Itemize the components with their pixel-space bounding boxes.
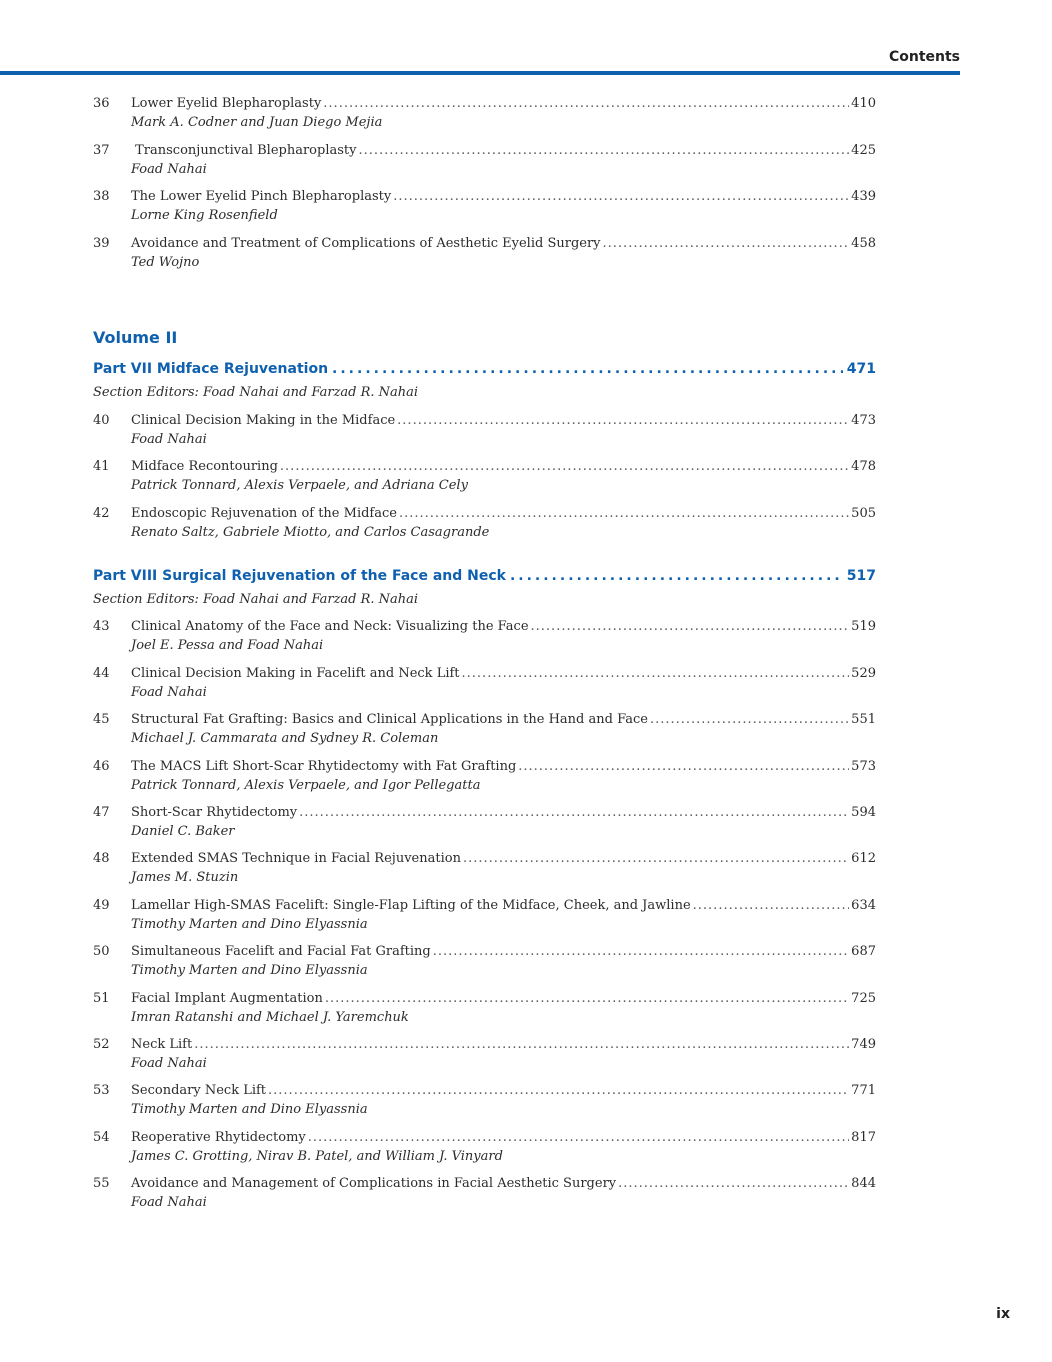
chapter-title: Transconjunctival Blepharoplasty [131, 143, 357, 158]
dot-leader [393, 188, 849, 206]
chapter-title: Lamellar High-SMAS Facelift: Single-Flap Lifting of the Midface, Cheek, and Jawline [131, 898, 691, 913]
chapter-page: 505 [851, 506, 876, 521]
chapter-title: Extended SMAS Technique in Facial Rejuvenation [131, 851, 461, 866]
part-title: Part VIII Surgical Rejuvenation of the Face and Neck [93, 568, 506, 584]
toc-entry[interactable] [0, 804, 1052, 844]
toc-entry[interactable] [0, 665, 1052, 705]
toc-entry[interactable] [0, 458, 1052, 498]
chapter-number: 45 [93, 712, 110, 727]
toc-entry[interactable] [0, 990, 1052, 1030]
chapter-title: Structural Fat Grafting: Basics and Clinical Applications in the Hand and Face [131, 712, 648, 727]
dot-leader [308, 1129, 849, 1147]
toc-entry[interactable] [0, 188, 1052, 228]
chapter-number: 48 [93, 851, 110, 866]
toc-entry[interactable] [0, 235, 1052, 275]
toc-entry[interactable] [0, 897, 1052, 937]
toc-entry[interactable] [0, 1082, 1052, 1122]
chapter-authors: Foad Nahai [131, 685, 207, 700]
toc-entry[interactable] [0, 142, 1052, 182]
section-editors: Section Editors: Foad Nahai and Farzad R. Nahai [93, 592, 419, 607]
toc-entry[interactable] [0, 1129, 1052, 1169]
chapter-page: 458 [851, 236, 876, 251]
chapter-authors: Foad Nahai [131, 162, 207, 177]
chapter-title: Simultaneous Facelift and Facial Fat Grafting [131, 944, 431, 959]
chapter-number: 49 [93, 898, 110, 913]
chapter-page: 749 [851, 1037, 876, 1052]
chapter-authors: Mark A. Codner and Juan Diego Mejia [131, 115, 383, 130]
chapter-authors: Imran Ratanshi and Michael J. Yaremchuk [131, 1010, 409, 1025]
chapter-number: 36 [93, 96, 110, 111]
chapter-number: 50 [93, 944, 110, 959]
part-page: 517 [846, 568, 876, 584]
dot-leader [323, 95, 849, 113]
dot-leader [194, 1036, 849, 1054]
chapter-title: Neck Lift [131, 1037, 193, 1052]
chapter-number: 39 [93, 236, 110, 251]
chapter-authors: Ted Wojno [131, 255, 200, 270]
chapter-number: 54 [93, 1130, 110, 1145]
chapter-page: 771 [851, 1083, 876, 1098]
chapter-page: 519 [851, 619, 876, 634]
dot-leader [693, 897, 850, 915]
chapter-authors: Foad Nahai [131, 1195, 207, 1210]
dot-leader [518, 758, 849, 776]
chapter-title: The Lower Eyelid Pinch Blepharoplasty [131, 189, 392, 204]
dot-leader [433, 943, 849, 961]
chapter-page: 439 [851, 189, 876, 204]
chapter-title: Endoscopic Rejuvenation of the Midface [131, 506, 397, 521]
part-page: 471 [846, 361, 876, 377]
chapter-number: 53 [93, 1083, 110, 1098]
chapter-authors: Daniel C. Baker [131, 824, 235, 839]
chapter-authors: Foad Nahai [131, 1056, 207, 1071]
volume-heading: Volume II [93, 328, 178, 347]
chapter-number: 52 [93, 1037, 110, 1052]
chapter-number: 55 [93, 1176, 110, 1191]
chapter-page: 817 [851, 1130, 876, 1145]
toc-entry[interactable] [0, 505, 1052, 545]
dot-leader [397, 412, 849, 430]
chapter-title: Clinical Anatomy of the Face and Neck: Visualizing the Face [131, 619, 529, 634]
chapter-page: 551 [851, 712, 876, 727]
dot-leader [358, 142, 849, 160]
chapter-authors: Michael J. Cammarata and Sydney R. Coleman [131, 731, 439, 746]
chapter-number: 51 [93, 991, 110, 1006]
chapter-number: 43 [93, 619, 110, 634]
toc-entry[interactable] [0, 412, 1052, 452]
chapter-number: 46 [93, 759, 110, 774]
chapter-number: 37 [93, 143, 110, 158]
toc-entry[interactable] [0, 850, 1052, 890]
chapter-page: 844 [851, 1176, 876, 1191]
dot-leader [399, 505, 849, 523]
dot-leader [531, 618, 850, 636]
chapter-title: Secondary Neck Lift [131, 1083, 267, 1098]
chapter-page: 529 [851, 666, 876, 681]
chapter-authors: Patrick Tonnard, Alexis Verpaele, and Adriana Cely [131, 478, 468, 493]
chapter-title: Facial Implant Augmentation [131, 991, 323, 1006]
toc-entry[interactable] [0, 1036, 1052, 1076]
chapter-page: 573 [851, 759, 876, 774]
chapter-authors: Timothy Marten and Dino Elyassnia [131, 917, 368, 932]
toc-entry[interactable] [0, 95, 1052, 135]
chapter-page: 473 [851, 413, 876, 428]
dot-leader [618, 1175, 849, 1193]
chapter-title: Clinical Decision Making in Facelift and Neck Lift [131, 666, 460, 681]
dot-leader [462, 665, 850, 683]
chapter-page: 612 [851, 851, 876, 866]
toc-entry[interactable] [0, 1175, 1052, 1215]
chapter-page: 478 [851, 459, 876, 474]
chapter-number: 44 [93, 666, 110, 681]
header-rule [0, 71, 960, 75]
toc-entry[interactable] [0, 758, 1052, 798]
dot-leader [299, 804, 849, 822]
chapter-authors: James M. Stuzin [131, 870, 239, 885]
chapter-authors: Timothy Marten and Dino Elyassnia [131, 963, 368, 978]
chapter-title: Lower Eyelid Blepharoplasty [131, 96, 322, 111]
chapter-authors: Joel E. Pessa and Foad Nahai [131, 638, 324, 653]
chapter-page: 687 [851, 944, 876, 959]
chapter-title: Reoperative Rhytidectomy [131, 1130, 306, 1145]
part-heading[interactable] [93, 361, 876, 377]
chapter-authors: Foad Nahai [131, 432, 207, 447]
toc-entry[interactable] [0, 943, 1052, 983]
dot-leader [280, 458, 849, 476]
chapter-title: Avoidance and Management of Complications in Facial Aesthetic Surgery [131, 1176, 617, 1191]
chapter-authors: James C. Grotting, Nirav B. Patel, and William J. Vinyard [131, 1149, 503, 1164]
chapter-page: 425 [851, 143, 876, 158]
chapter-number: 42 [93, 506, 110, 521]
part-heading[interactable] [93, 568, 876, 584]
page-number: ix [996, 1306, 1010, 1322]
chapter-number: 47 [93, 805, 110, 820]
chapter-page: 725 [851, 991, 876, 1006]
chapter-page: 634 [851, 898, 876, 913]
dot-leader [603, 235, 850, 253]
chapter-number: 41 [93, 459, 110, 474]
part-title: Part VII Midface Rejuvenation [93, 361, 329, 377]
chapter-page: 410 [851, 96, 876, 111]
chapter-title: Clinical Decision Making in the Midface [131, 413, 396, 428]
chapter-authors: Timothy Marten and Dino Elyassnia [131, 1102, 368, 1117]
dot-leader [332, 361, 843, 377]
chapter-number: 38 [93, 189, 110, 204]
toc-entry[interactable] [0, 618, 1052, 658]
chapter-authors: Renato Saltz, Gabriele Miotto, and Carlos Casagrande [131, 525, 490, 540]
section-editors: Section Editors: Foad Nahai and Farzad R. Nahai [93, 385, 419, 400]
dot-leader [463, 850, 849, 868]
running-head: Contents [888, 49, 960, 65]
dot-leader [510, 568, 843, 584]
chapter-authors: Patrick Tonnard, Alexis Verpaele, and Igor Pellegatta [131, 778, 481, 793]
chapter-title: The MACS Lift Short-Scar Rhytidectomy with Fat Grafting [131, 759, 517, 774]
chapter-title: Avoidance and Treatment of Complications of Aesthetic Eyelid Surgery [131, 236, 601, 251]
chapter-title: Midface Recontouring [131, 459, 278, 474]
chapter-authors: Lorne King Rosenfield [131, 208, 278, 223]
chapter-page: 594 [851, 805, 876, 820]
toc-entry[interactable] [0, 711, 1052, 751]
dot-leader [325, 990, 849, 1008]
dot-leader [650, 711, 849, 729]
chapter-title: Short-Scar Rhytidectomy [131, 805, 298, 820]
chapter-number: 40 [93, 413, 110, 428]
dot-leader [268, 1082, 849, 1100]
